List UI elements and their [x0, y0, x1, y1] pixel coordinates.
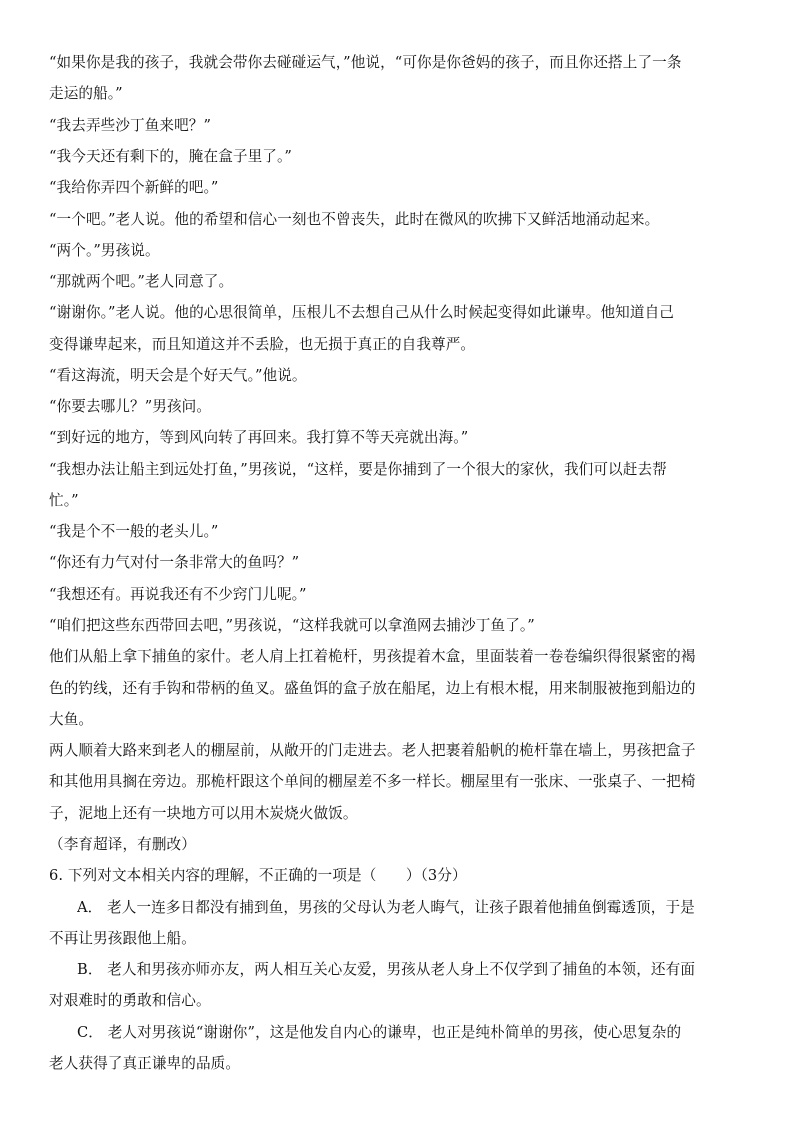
text-line: 他们从船上拿下捕鱼的家什。老人肩上扛着桅杆，男孩提着木盒，里面装着一卷卷编织得很紧密的褐	[49, 648, 696, 665]
option-b: B． 老人和男孩亦师亦友，两人相互关心友爱，男孩从老人身上不仅学到了捕鱼的本领，还有面	[77, 961, 696, 978]
text-line: “我是个不一般的老头儿。”	[49, 523, 219, 540]
option-c-continued: 老人获得了真正谦卑的品质。	[49, 1055, 241, 1072]
question-stem: 6. 下列对文本相关内容的理解，不正确的一项是（ ）（3分）	[49, 867, 467, 884]
option-a: A． 老人一连多日都没有捕到鱼，男孩的父母认为老人晦气，让孩子跟着他捕鱼倒霉透顶，于是	[77, 899, 695, 916]
option-b-continued: 对艰难时的勇敢和信心。	[49, 992, 211, 1009]
text-line: 两人顺着大路来到老人的棚屋前，从敞开的门走进去。老人把裹着船帆的桅杆靠在墙上，男孩把盒子	[49, 742, 696, 759]
text-line: “你要去哪儿？”男孩问。	[49, 398, 212, 415]
translator-credit: （李育超译，有删改）	[49, 836, 196, 853]
text-line: 色的钓线，还有手钩和带柄的鱼叉。盛鱼饵的盒子放在船尾，边上有根木棍，用来制服被拖到船边的	[49, 680, 696, 697]
text-line: “我今天还有剩下的，腌在盒子里了。”	[49, 148, 292, 165]
text-line: “一个吧。”老人说。他的希望和信心一刻也不曾丧失，此时在微风的吹拂下又鲜活地涌动起来。	[49, 211, 660, 228]
text-line: “谢谢你。”老人说。他的心思很简单，压根儿不去想自己从什么时候起变得如此谦卑。他知道自己	[49, 304, 674, 321]
text-line: “你还有力气对付一条非常大的鱼吗？”	[49, 554, 300, 571]
text-line: “咱们把这些东西带回去吧，”男孩说，“这样我就可以拿渔网去捕沙丁鱼了。”	[49, 617, 535, 634]
text-line: 子，泥地上还有一块地方可以用木炭烧火做饭。	[49, 805, 358, 822]
text-line: “如果你是我的孩子，我就会带你去碰碰运气，”他说，“可你是你爸妈的孩子，而且你还搭上了一条	[49, 54, 682, 71]
text-line: 和其他用具搁在旁边。那桅杆跟这个单间的棚屋差不多一样长。棚屋里有一张床、一张桌子、一把椅	[49, 773, 696, 790]
text-line: “看这海流，明天会是个好天气。”他说。	[49, 367, 307, 384]
text-line: “那就两个吧。”老人同意了。	[49, 273, 234, 290]
text-line: 忙。”	[49, 492, 79, 509]
text-line: “两个。”男孩说。	[49, 242, 160, 259]
text-line: “我想还有。再说我还有不少窍门儿呢。”	[49, 586, 307, 603]
text-line: 大鱼。	[49, 711, 94, 728]
text-line: “我去弄些沙丁鱼来吧？”	[49, 117, 212, 134]
text-line: “到好远的地方，等到风向转了再回来。我打算不等天亮就出海。”	[49, 429, 469, 446]
option-a-continued: 不再让男孩跟他上船。	[49, 930, 196, 947]
text-line: 走运的船。”	[49, 85, 123, 102]
text-line: “我给你弄四个新鲜的吧。”	[49, 179, 219, 196]
option-c: C． 老人对男孩说“谢谢你”，这是他发自内心的谦卑，也正是纯朴简单的男孩，使心思复杂的	[77, 1024, 682, 1041]
text-line: “我想办法让船主到远处打鱼，”男孩说，“这样，要是你捕到了一个很大的家伙，我们可以赶去帮	[49, 461, 667, 478]
text-line: 变得谦卑起来，而且知道这并不丢脸，也无损于真正的自我尊严。	[49, 336, 476, 353]
